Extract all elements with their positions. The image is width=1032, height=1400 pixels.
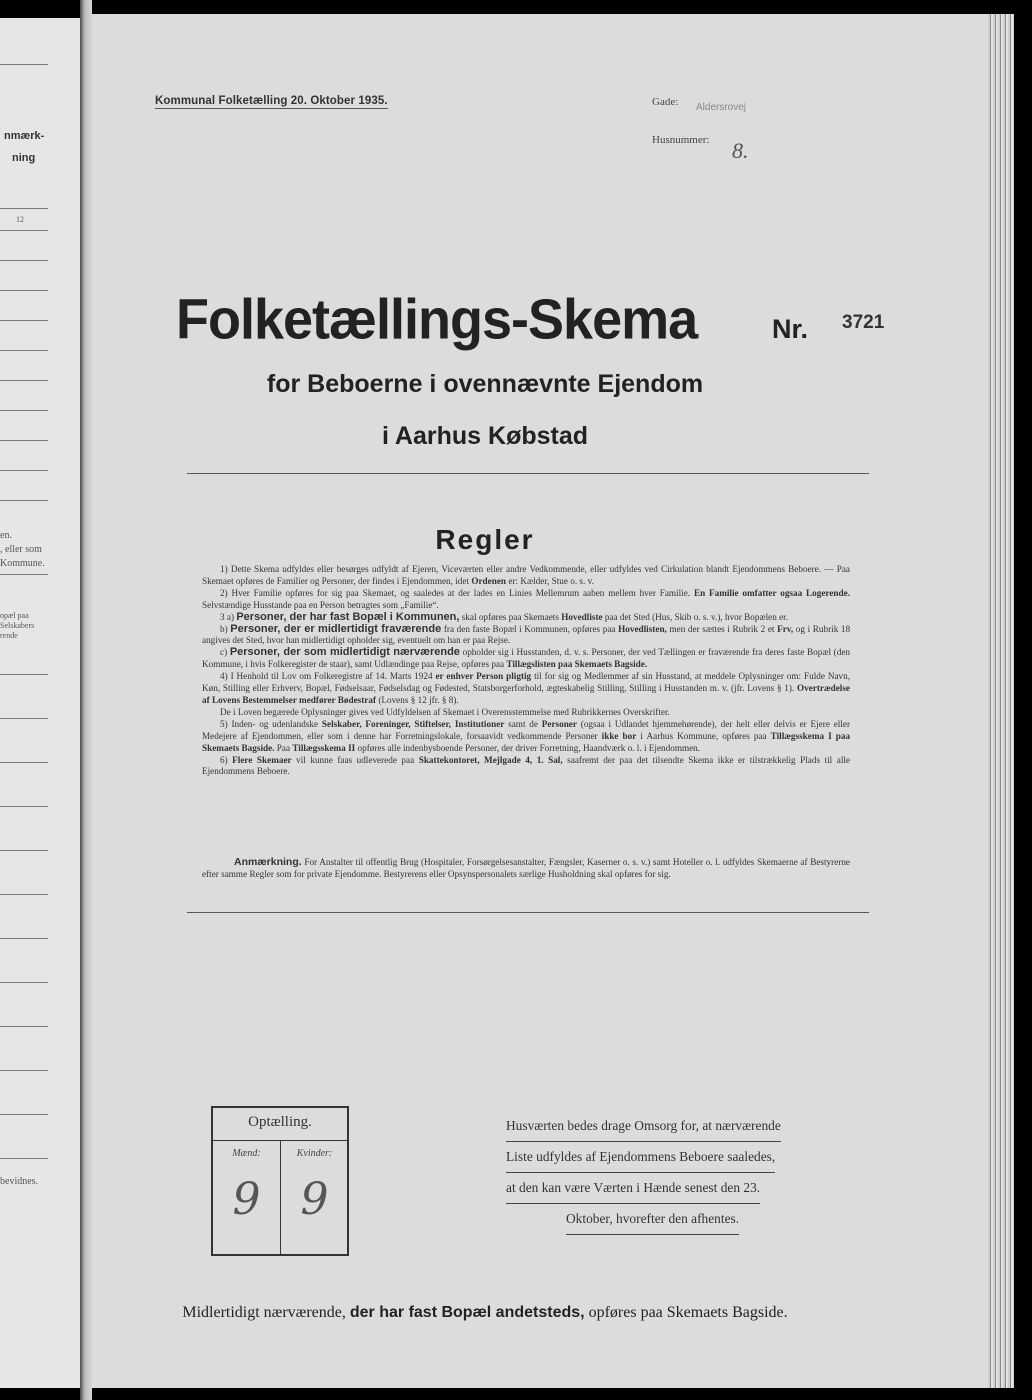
men-count: 9 [232, 1174, 261, 1225]
left-page-text: en. [0, 530, 12, 541]
women-label: Kvinder: [296, 1148, 333, 1159]
ruled-line [0, 410, 48, 411]
left-page-text: , eller som [0, 544, 42, 555]
ruled-line [0, 380, 48, 381]
census-form-page [92, 14, 988, 1388]
book-gutter [80, 0, 92, 1400]
rule-4: 4) I Henhold til Lov om Folkeregistre af 14. Marts 1924 er enhver Person pligtig til for sig og Medlemmer af sin Husstand, at meddele Oplysninger om: Fulde Navn, Køn, Stilling eller Erhverv, Bopæl, Fødselsaar, Fødselsdag og Fødested, Statsborgerforhold, ægteskabelig Stilling, Stilling i Husstanden m. v. (jfr. Lovens § 1). Overtrædelse af Lovens Bestemmelser medfører Bødestraf (Lovens § 12 jfr. § 8). [202, 671, 851, 705]
rule-5: 5) Inden- og udenlandske Selskaber, Foreninger, Stiftelser, Institutioner samt de Personer (ogsaa i Udlandet hjemmehørende), der helt eller delvis er Ejere eller Medejere af Ejendommen, eller som i denne har Forretningslokale, forsaavidt vedkommende Personer ikke bor i Aarhus Kommune, opføres paa Tillægsskema I paa Skemaets Bagside. Paa Tillægsskema II opføres alle indenbysboende Personer, der driver Forretning, Haandværk o. l. i Ejendommen. [202, 718, 851, 753]
remark-text: For Anstalter til offentlig Brug (Hospitaler, Forsørgelsesanstalter, Fængsler, Kaserner o. s. v.) samt Hoteller o. l. udfyldes Skemaerne af Bestyrerne efter samme Regler som for private Ejendomme. Bestyrerens eller Opsynspersonalets særlige Husholdning skal opføres for sig. [202, 857, 851, 879]
rule-3a: 3 a) Personer, der har fast Bopæl i Kommunen, skal opføres paa Skemaets Hovedliste paa det Sted (Hus, Skib o. s. v.), hvor Bopælen er. [220, 610, 789, 623]
left-page-heading: nmærk- [4, 130, 45, 142]
ruled-line [0, 470, 48, 471]
left-page-heading: ning [12, 152, 36, 164]
left-page-text: Selskabers [0, 621, 35, 630]
landlord-instruction [506, 1111, 848, 1235]
house-number-label: Husnummer: [652, 134, 710, 146]
count-box-title: Optælling. [248, 1114, 312, 1130]
left-page-fragment [0, 18, 82, 1388]
ruled-line [0, 806, 48, 807]
ruled-line [0, 1158, 48, 1159]
ruled-line [0, 350, 48, 351]
instruction-line: Husværten bedes drage Omsorg for, at nærværende [506, 1111, 781, 1142]
ruled-line [0, 208, 48, 209]
number-label: Nr. [772, 314, 809, 344]
street-label: Gade: [652, 96, 679, 108]
rule-3b: b) Personer, der er midlertidigt fraværende fra den faste Bopæl i Kommunen, opføres paa Hovedlisten, men der sættes i Rubrik 2 et Frv, og i Rubrik 18 angives det Sted, hvor han midlertidigt opholder sig, eventuelt om han er paa Rejse. [202, 622, 851, 646]
ruled-line [0, 1114, 48, 1115]
remark-paragraph [202, 857, 850, 881]
instruction-line: at den kan være Værten i Hænde senest den 23. [506, 1173, 760, 1204]
instruction-line: Oktober, hvorefter den afhentes. [566, 1204, 739, 1235]
house-number-value: 8. [732, 138, 749, 163]
rule-3c: c) Personer, der som midlertidigt nærværende opholder sig i Husstanden, d. v. s. Personer, der ved Tællingen er fraværende fra deres faste Bopæl (den Kommune, i hvis Folkeregister de staar), samt Udlændinge paa Rejse, opføres paa Tillægslisten paa Skemaets Bagside. [202, 646, 851, 670]
rules-text [202, 564, 850, 778]
rule-6: 6) Flere Skemaer vil kunne faas udleverede paa Skattekontoret, Mejlgade 4, 1. Sal, saafremt der paa det tilsendte Skema ikke er tilstrækkelig Plads til alle Ejendommens Beboere. [202, 754, 851, 777]
divider [187, 912, 869, 913]
divider [187, 473, 869, 474]
form-subtitle-town: i Aarhus Købstad [381, 422, 589, 450]
ruled-line [0, 500, 48, 501]
ruled-line [0, 440, 48, 441]
page-edges [988, 14, 1014, 1388]
left-page-text: Kommune. [0, 558, 45, 569]
ruled-line [0, 850, 48, 851]
left-page-text: rende [0, 631, 18, 640]
ruled-line [0, 1026, 48, 1027]
census-header: Kommunal Folketælling 20. Oktober 1935. [155, 95, 388, 107]
ruled-line [0, 762, 48, 763]
ruled-line [0, 938, 48, 939]
rules-heading: Regler [435, 524, 535, 555]
rule-1: 1) Dette Skema udfyldes eller besørges udfyldt af Ejeren, Viceværten eller andre Vedkommende, eller udfyldes ved Cirkulation blandt Ejendommens Beboere. — Paa Skemaet opføres de Familier og Personer, der findes i Ejendommen, idet Ordenen er: Kælder, Stue o. s. v. [202, 564, 850, 586]
footer-note: Midlertidigt nærværende, der har fast Bopæl andetsteds, opføres paa Skemaets Bagside. [182, 1304, 788, 1321]
column-number: 12 [16, 215, 24, 224]
rule-4-cont: De i Loven begærede Oplysninger gives ved Udfyldelsen af Skemaet i Overensstemmelse med Rubrikkernes Overskrifter. [220, 706, 670, 717]
count-box [211, 1106, 349, 1256]
men-label: Mænd: [232, 1148, 261, 1159]
street-value: Aldersrovej [696, 102, 747, 113]
ruled-line [0, 674, 48, 675]
ruled-line [0, 320, 48, 321]
ruled-line [0, 574, 48, 575]
women-count: 9 [300, 1174, 329, 1225]
form-title: Folketællings-Skema [176, 288, 698, 351]
ruled-line [0, 64, 48, 65]
form-number: 3721 [842, 312, 885, 333]
ruled-line [0, 230, 48, 231]
ruled-line [0, 290, 48, 291]
form-subtitle: for Beboerne i ovennævnte Ejendom [266, 370, 704, 398]
instruction-line: Liste udfyldes af Ejendommens Beboere saaledes, [506, 1142, 775, 1173]
ruled-line [0, 1070, 48, 1071]
left-page-text: bevidnes. [0, 1176, 39, 1187]
left-page-text: opæl paa [0, 611, 29, 620]
ruled-line [0, 260, 48, 261]
rule-2: 2) Hver Familie opføres for sig paa Skemaet, og saaledes at der lades en Linies Mellemrum aaben mellem hver Familie. En Familie omfatter ogsaa Logerende. Selvstændige Husstande paa en Person betragtes som „Familie“. [202, 587, 850, 610]
remark-label: Anmærkning. [234, 856, 302, 868]
ruled-line [0, 982, 48, 983]
ruled-line [0, 718, 48, 719]
ruled-line [0, 894, 48, 895]
